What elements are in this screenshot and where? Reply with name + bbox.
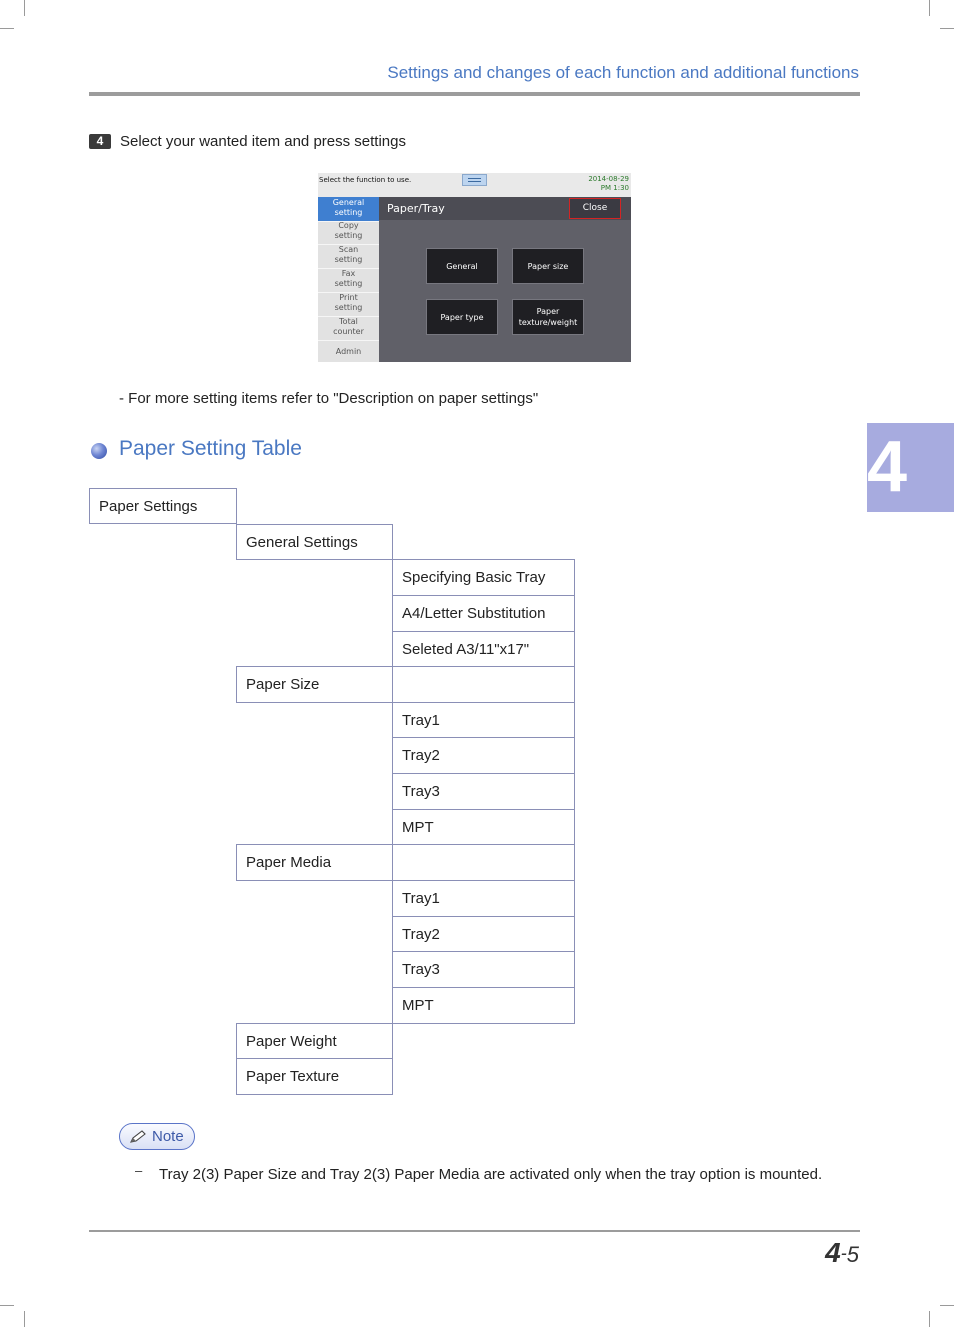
sidebar-item-fax-setting[interactable] — [318, 269, 379, 293]
crop-mark — [929, 1311, 930, 1327]
sidebar-item-label: setting — [334, 303, 363, 312]
crop-mark — [929, 0, 930, 16]
header-rule — [89, 92, 860, 96]
table-cell-level1: Paper Media — [236, 844, 393, 881]
sidebar-item-label: setting — [334, 231, 363, 240]
table-cell-level2: Tray2 — [392, 737, 575, 774]
chapter-number: 4 — [867, 427, 908, 507]
crop-mark — [940, 1305, 954, 1306]
table-cell-level2: Seleted A3/11"x17" — [392, 631, 575, 667]
device-screenshot — [318, 173, 631, 362]
paper-texture-weight-button[interactable] — [512, 299, 584, 335]
table-cell-root: Paper Settings — [89, 488, 237, 524]
button-label: texture/weight — [518, 318, 578, 327]
reference-note: - For more setting items refer to "Description on paper settings" — [119, 390, 539, 407]
sidebar-item-admin[interactable] — [318, 341, 379, 362]
crop-mark — [24, 0, 25, 16]
page-number — [825, 1237, 859, 1269]
sidebar-item-label: General — [332, 198, 365, 207]
device-title-bar — [379, 197, 631, 220]
general-button[interactable]: General — [426, 248, 498, 284]
note-dash: – — [135, 1163, 143, 1178]
table-cell-level2: A4/Letter Substitution — [392, 595, 575, 632]
table-cell-level2: Specifying Basic Tray — [392, 559, 575, 596]
sidebar-item-scan-setting[interactable] — [318, 245, 379, 269]
step-number-badge: 4 — [89, 134, 111, 149]
sidebar-item-total-counter[interactable] — [318, 317, 379, 341]
footer-rule — [89, 1230, 860, 1232]
table-cell-empty — [392, 666, 575, 703]
close-button[interactable]: Close — [569, 198, 621, 219]
sidebar-item-label: Fax — [341, 269, 356, 278]
table-cell-level1: Paper Weight — [236, 1023, 393, 1059]
note-text: Tray 2(3) Paper Size and Tray 2(3) Paper Media are activated only when the tray option is mounted. — [159, 1166, 823, 1183]
table-cell-level2: MPT — [392, 987, 575, 1024]
sidebar-item-label: Total — [339, 317, 358, 326]
crop-mark — [940, 28, 954, 29]
table-cell-level2: Tray1 — [392, 880, 575, 917]
paper-type-button[interactable]: Paper type — [426, 299, 498, 335]
table-cell-level2: Tray3 — [392, 951, 575, 988]
crop-mark — [0, 1305, 14, 1306]
button-label: Paper — [536, 307, 560, 316]
device-sidebar — [318, 197, 379, 362]
device-time: PM 1:30 — [600, 184, 629, 192]
sidebar-item-label: setting — [334, 255, 363, 264]
page-number-chapter: 4 — [825, 1237, 841, 1268]
sidebar-item-label: Copy — [338, 221, 359, 230]
device-top-bar — [318, 173, 631, 197]
page-number-separator: - — [840, 1243, 847, 1263]
sidebar-item-label: Scan — [338, 245, 359, 254]
device-main-panel — [379, 197, 631, 362]
sidebar-item-label: setting — [334, 208, 363, 217]
crop-mark — [24, 1311, 25, 1327]
sidebar-item-label: counter — [333, 327, 364, 336]
table-cell-level1: Paper Size — [236, 666, 393, 703]
device-instruction: Select the function to use. — [319, 176, 412, 184]
note-badge — [119, 1123, 195, 1150]
table-cell-level1: General Settings — [236, 524, 393, 560]
table-cell-level1: Paper Texture — [236, 1058, 393, 1095]
sidebar-item-label: Admin — [335, 347, 362, 356]
crop-mark — [0, 28, 14, 29]
device-datetime — [588, 175, 629, 193]
sidebar-item-label: setting — [334, 279, 363, 288]
table-cell-level2: Tray1 — [392, 702, 575, 738]
table-cell-empty — [392, 844, 575, 881]
bullet-icon — [91, 443, 107, 459]
sidebar-item-general-setting[interactable] — [318, 197, 379, 222]
header-title: Settings and changes of each function and additional functions — [387, 63, 859, 82]
page-number-page: 5 — [846, 1242, 859, 1267]
section-title: Paper Setting Table — [119, 437, 302, 460]
table-cell-level2: Tray3 — [392, 773, 575, 810]
note-label: Note — [152, 1128, 184, 1145]
table-cell-level2: Tray2 — [392, 916, 575, 952]
step-instruction: Select your wanted item and press settings — [120, 133, 406, 150]
pencil-icon — [129, 1130, 147, 1144]
sidebar-item-copy-setting[interactable] — [318, 221, 379, 245]
device-date: 2014-08-29 — [588, 175, 629, 183]
paper-size-button[interactable]: Paper size — [512, 248, 584, 284]
table-cell-level2: MPT — [392, 809, 575, 845]
sidebar-item-label: Print — [339, 293, 358, 302]
menu-icon[interactable] — [462, 174, 487, 186]
panel-title: Paper/Tray — [387, 202, 445, 215]
chapter-tab — [867, 423, 954, 512]
sidebar-item-print-setting[interactable] — [318, 293, 379, 317]
